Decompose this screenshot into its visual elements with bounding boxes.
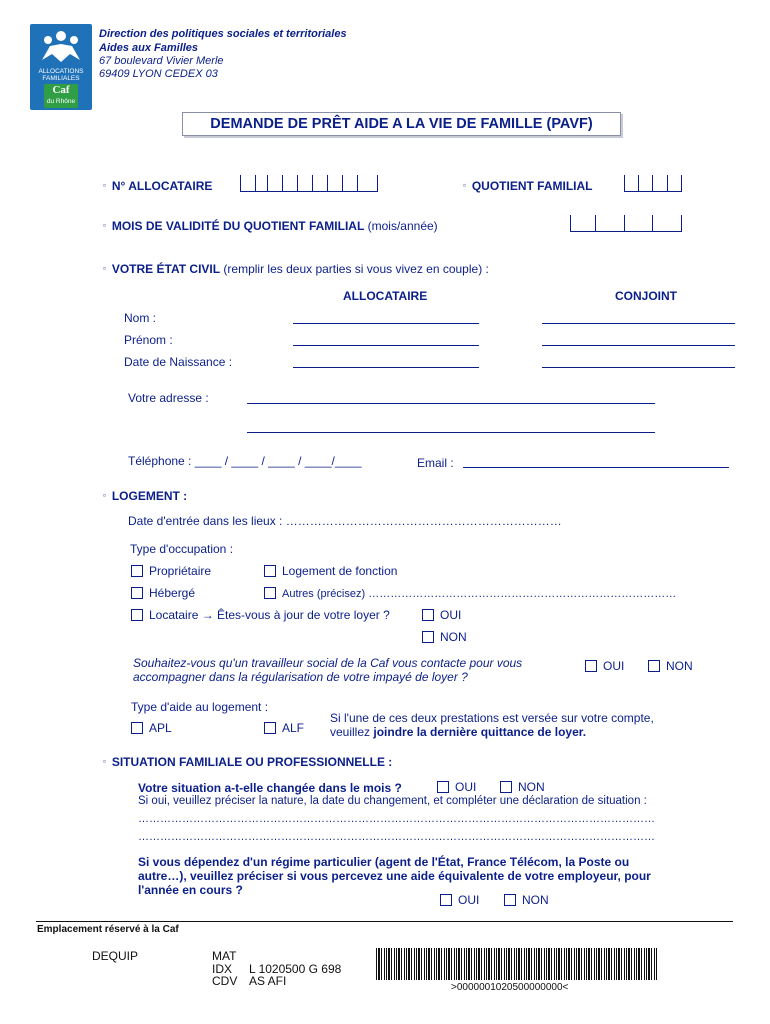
col-conjoint: CONJOINT: [615, 289, 678, 303]
situation-non-checkbox[interactable]: NON: [500, 780, 545, 794]
caf-logo: [30, 24, 92, 110]
aide-note-1: Si l'une de ces deux prestations est versée sur votre compte,: [330, 711, 654, 725]
adresse-input-2[interactable]: [247, 432, 655, 433]
mat-label: MAT: [212, 949, 237, 963]
autres-checkbox[interactable]: Autres (précisez) …………………………………………………………………………: [264, 586, 676, 600]
email-input[interactable]: [463, 467, 729, 468]
travailleur-question-1: Souhaitez-vous qu'un travailleur social de la Caf vous contacte pour vous: [133, 656, 523, 670]
travailleur-non-checkbox[interactable]: NON: [648, 659, 693, 673]
prenom-allocataire-input[interactable]: [293, 345, 479, 346]
adresse-label: Votre adresse :: [128, 391, 209, 405]
barcode: [376, 948, 658, 980]
page-title-text: DEMANDE DE PRÊT AIDE A LA VIE DE FAMILLE (PAVF): [210, 116, 593, 132]
idx-label: IDX: [212, 962, 233, 976]
nom-conjoint-input[interactable]: [542, 323, 735, 324]
logo-text-1: ALLOCATIONS: [38, 68, 84, 75]
cdv-label: CDV: [212, 974, 238, 988]
cdv-value: AS AFI: [249, 974, 287, 988]
situation-hint: Si oui, veuillez préciser la nature, la date du changement, et compléter une déclaration de situation :: [138, 795, 647, 807]
aide-note-2: veuillez joindre la dernière quittance de loyer.: [330, 725, 587, 739]
situation-changed-question: Votre situation a-t-elle changée dans le mois ?: [138, 781, 402, 795]
locataire-checkbox[interactable]: Locataire → Êtes-vous à jour de votre loyer ?: [131, 608, 390, 622]
idx-value: L 1020500 G 698: [249, 962, 342, 976]
regime-question-2: autre…), veuillez préciser si vous percevez une aide équivalente de votre employeur, pour: [138, 869, 651, 883]
situation-dots-1[interactable]: ……………………………………………………………………………………………………………………………: [138, 813, 655, 825]
org-line-1: Direction des politiques sociales et territoriales: [99, 28, 347, 40]
allocataire-number-label: ▫ N° ALLOCATAIRE: [103, 179, 213, 193]
regime-question-3: l'année en cours ?: [138, 883, 243, 897]
prenom-label: Prénom :: [124, 333, 173, 347]
org-line-3: 67 boulevard Vivier Merle: [99, 55, 224, 67]
loyer-oui-checkbox[interactable]: OUI: [422, 608, 461, 622]
logement-heading: ▫ LOGEMENT :: [103, 489, 188, 503]
regime-question-1: Si vous dépendez d'un régime particulier (agent de l'État, France Télécom, la Poste ou: [138, 855, 630, 869]
mois-validite-field[interactable]: [570, 216, 682, 232]
situation-dots-2[interactable]: ……………………………………………………………………………………………………………………………: [138, 831, 655, 843]
type-aide-label: Type d'aide au logement :: [131, 700, 269, 714]
quotient-label: ▫ QUOTIENT FAMILIAL: [463, 179, 593, 193]
family-emblem-icon: [30, 26, 92, 66]
proprietaire-checkbox[interactable]: Propriétaire: [131, 564, 211, 578]
fonction-checkbox[interactable]: Logement de fonction: [264, 564, 397, 578]
nom-label: Nom :: [124, 311, 157, 325]
nom-allocataire-input[interactable]: [293, 323, 479, 324]
email-label: Email :: [417, 456, 454, 470]
etat-civil-heading: ▫ VOTRE ÉTAT CIVIL (remplir les deux parties si vous vivez en couple) :: [103, 262, 489, 276]
travailleur-question-2: accompagner dans la régularisation de votre impayé de loyer ?: [133, 670, 468, 684]
apl-checkbox[interactable]: APL: [131, 721, 172, 735]
adresse-input-1[interactable]: [247, 403, 655, 404]
dequip-label: DEQUIP: [92, 949, 139, 963]
col-allocataire: ALLOCATAIRE: [343, 289, 428, 303]
logo-region: du Rhône: [46, 98, 76, 105]
telephone-field[interactable]: Téléphone : ____ / ____ / ____ / ____/____: [128, 454, 362, 468]
type-occupation-label: Type d'occupation :: [130, 542, 234, 556]
travailleur-oui-checkbox[interactable]: OUI: [585, 659, 624, 673]
date-entree-field[interactable]: Date d'entrée dans les lieux : ……………………………………………………………: [128, 514, 562, 528]
reserved-label: Emplacement réservé à la Caf: [37, 924, 179, 935]
naissance-conjoint-input[interactable]: [542, 367, 735, 368]
alf-checkbox[interactable]: ALF: [264, 721, 304, 735]
barcode-text: >0000001020500000000<: [451, 982, 569, 993]
logo-caf-text: Caf: [52, 84, 70, 96]
regime-non-checkbox[interactable]: NON: [504, 893, 549, 907]
situation-heading: ▫ SITUATION FAMILIALE OU PROFESSIONNELLE :: [103, 755, 393, 769]
naissance-label: Date de Naissance :: [124, 355, 233, 369]
org-line-2: Aides aux Familles: [99, 42, 199, 54]
loyer-non-checkbox[interactable]: NON: [422, 630, 467, 644]
prenom-conjoint-input[interactable]: [542, 345, 735, 346]
regime-oui-checkbox[interactable]: OUI: [440, 893, 479, 907]
quotient-field[interactable]: [624, 176, 682, 192]
situation-oui-checkbox[interactable]: OUI: [437, 780, 476, 794]
logo-text-2: FAMILIALES: [42, 75, 80, 82]
heberge-checkbox[interactable]: Hébergé: [131, 586, 195, 600]
naissance-allocataire-input[interactable]: [293, 367, 479, 368]
page-title: [182, 112, 621, 136]
footer-divider: [36, 921, 733, 922]
org-line-4: 69409 LYON CEDEX 03: [99, 68, 218, 80]
allocataire-number-field[interactable]: [240, 176, 378, 192]
mois-validite-label: ▫ MOIS DE VALIDITÉ DU QUOTIENT FAMILIAL (mois/année): [103, 219, 438, 233]
